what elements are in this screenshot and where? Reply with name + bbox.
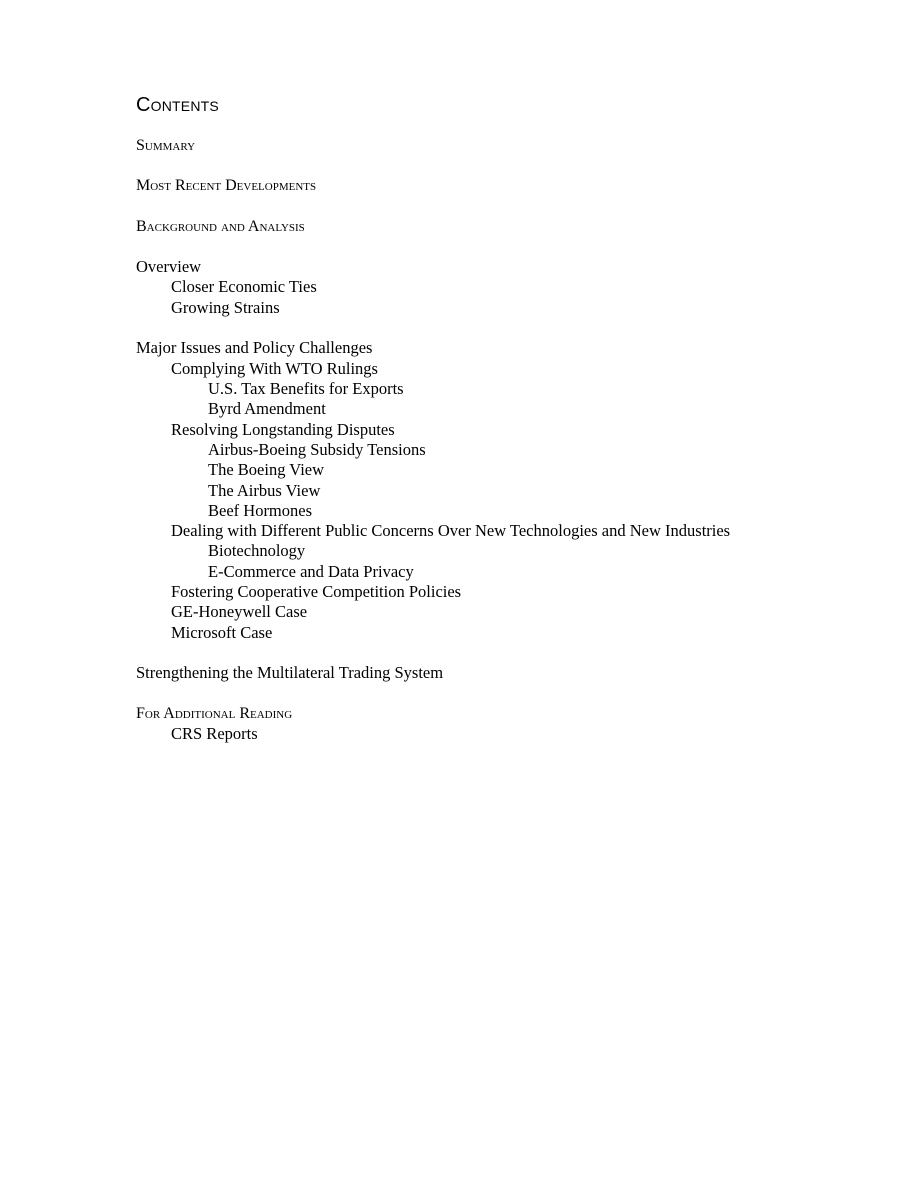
toc-summary[interactable]: Summary [136, 137, 196, 154]
toc-most-recent-developments[interactable]: Most Recent Developments [136, 177, 317, 195]
toc-airbus-view[interactable]: The Airbus View [208, 480, 321, 500]
toc-biotechnology[interactable]: Biotechnology [208, 541, 306, 561]
toc-fostering-competition[interactable]: Fostering Cooperative Competition Policies [171, 582, 462, 602]
toc-airbus-boeing[interactable]: Airbus-Boeing Subsidy Tensions [208, 439, 426, 459]
toc-resolving-disputes[interactable]: Resolving Longstanding Disputes [171, 419, 395, 439]
toc-ge-honeywell[interactable]: GE-Honeywell Case [171, 602, 308, 622]
toc-beef-hormones[interactable]: Beef Hormones [208, 500, 313, 520]
page-title: Contents [136, 94, 219, 116]
toc-boeing-view[interactable]: The Boeing View [208, 460, 325, 480]
toc-crs-reports[interactable]: CRS Reports [171, 723, 258, 743]
toc-us-tax-benefits[interactable]: U.S. Tax Benefits for Exports [208, 379, 404, 399]
toc-public-concerns[interactable]: Dealing with Different Public Concerns Over New Technologies and New Industries [171, 521, 731, 541]
toc-ecommerce-privacy[interactable]: E-Commerce and Data Privacy [208, 561, 414, 581]
toc-additional-reading[interactable]: For Additional Reading [136, 704, 293, 722]
toc-major-issues[interactable]: Major Issues and Policy Challenges [136, 338, 373, 358]
toc-complying-wto[interactable]: Complying With WTO Rulings [171, 358, 378, 378]
toc-growing-strains[interactable]: Growing Strains [171, 297, 280, 317]
toc-overview[interactable]: Overview [136, 257, 202, 277]
toc-strengthening[interactable]: Strengthening the Multilateral Trading System [136, 663, 444, 683]
toc-byrd-amendment[interactable]: Byrd Amendment [208, 399, 326, 419]
toc-microsoft[interactable]: Microsoft Case [171, 622, 273, 642]
table-of-contents [136, 88, 876, 744]
toc-background-and-analysis[interactable]: Background and Analysis [136, 217, 305, 235]
toc-closer-economic-ties[interactable]: Closer Economic Ties [171, 277, 317, 297]
